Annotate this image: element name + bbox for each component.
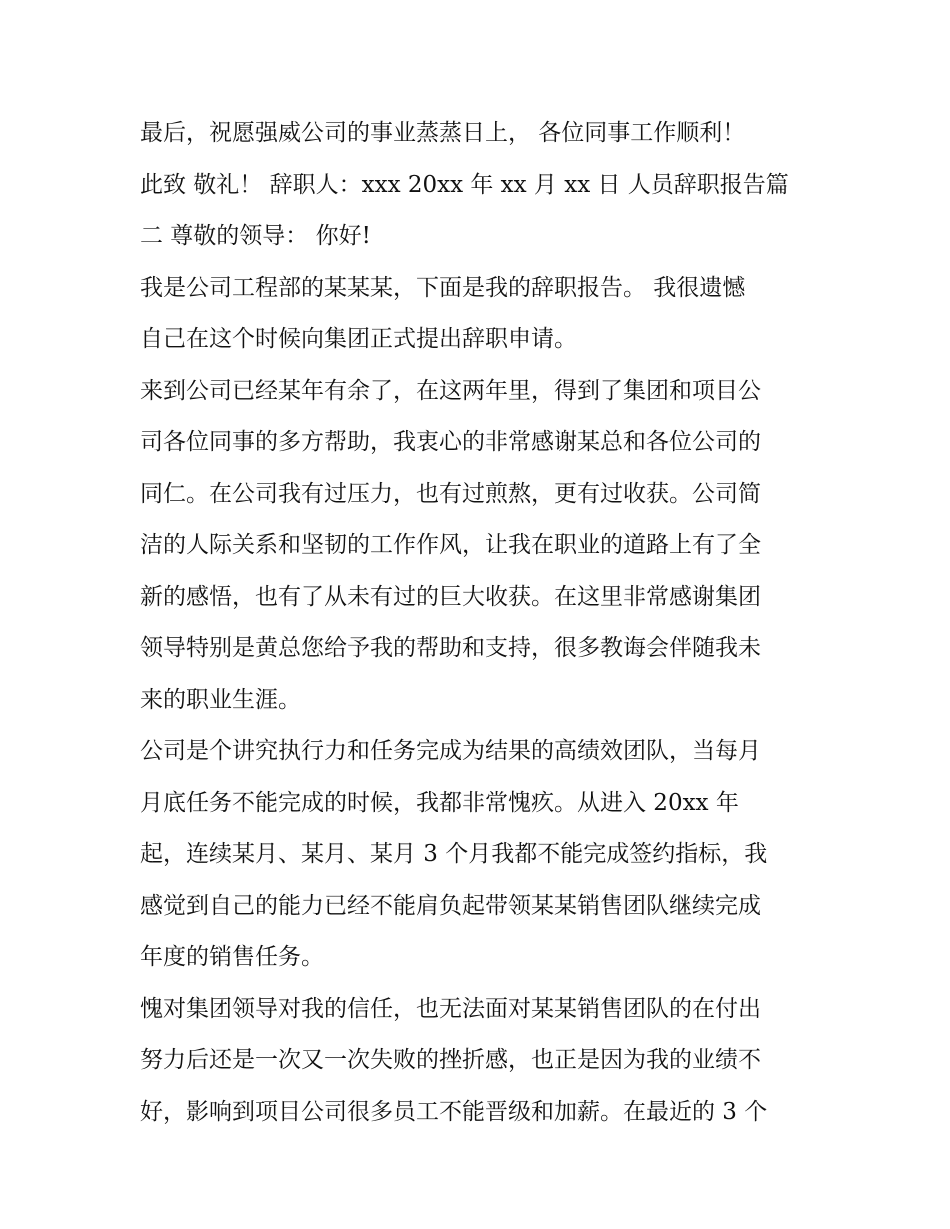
- text-line-13: 公司是个讲究执行力和任务完成为结果的高绩效团队，当每月: [140, 738, 761, 764]
- text-line-11: 领导特别是黄总您给予我的帮助和支持，很多教诲会伴随我未: [140, 635, 761, 661]
- text-line-15: 起，连续某月、某月、某月 3 个月我都不能完成签约指标，我: [140, 841, 768, 867]
- text-line-4: 我是公司工程部的某某某，下面是我的辞职报告。 我很遗憾: [140, 274, 746, 301]
- text-line-2: 此致 敬礼！ 辞职人：xxx 20xx 年 xx 月 xx 日 人员辞职报告篇: [140, 171, 789, 198]
- text-line-7: 司各位同事的多方帮助，我衷心的非常感谢某总和各位公司的: [140, 429, 761, 455]
- document-body: [140, 108, 820, 1138]
- text-line-14: 月底任务不能完成的时候，我都非常愧疚。从进入 20xx 年: [140, 789, 739, 816]
- text-line-20: 好，影响到项目公司很多员工不能晋级和加薪。在最近的 3 个: [140, 1098, 768, 1125]
- text-line-3: 二 尊敬的领导： 你好!: [140, 223, 371, 249]
- text-line-6: 来到公司已经某年有余了，在这两年里，得到了集团和项目公: [140, 377, 761, 404]
- text-line-8: 同仁。在公司我有过压力，也有过煎熬，更有过收获。公司简: [140, 480, 761, 507]
- text-line-18: 愧对集团领导对我的信任，也无法面对某某销售团队的在付出: [140, 995, 761, 1022]
- text-line-16: 感觉到自己的能力已经不能肩负起带领某某销售团队继续完成: [140, 892, 761, 919]
- text-line-12: 来的职业生涯。: [140, 686, 301, 713]
- text-line-5: 自己在这个时候向集团正式提出辞职申请。: [140, 326, 577, 352]
- text-line-9: 洁的人际关系和坚韧的工作作风，让我在职业的道路上有了全: [140, 532, 761, 558]
- text-line-10: 新的感悟，也有了从未有过的巨大收获。在这里非常感谢集团: [140, 583, 761, 610]
- text-line-1: 最后，祝愿强威公司的事业蒸蒸日上， 各位同事工作顺利！: [140, 120, 746, 146]
- text-line-17: 年度的销售任务。: [140, 944, 324, 970]
- text-line-19: 努力后还是一次又一次失败的挫折感，也正是因为我的业绩不: [140, 1047, 761, 1073]
